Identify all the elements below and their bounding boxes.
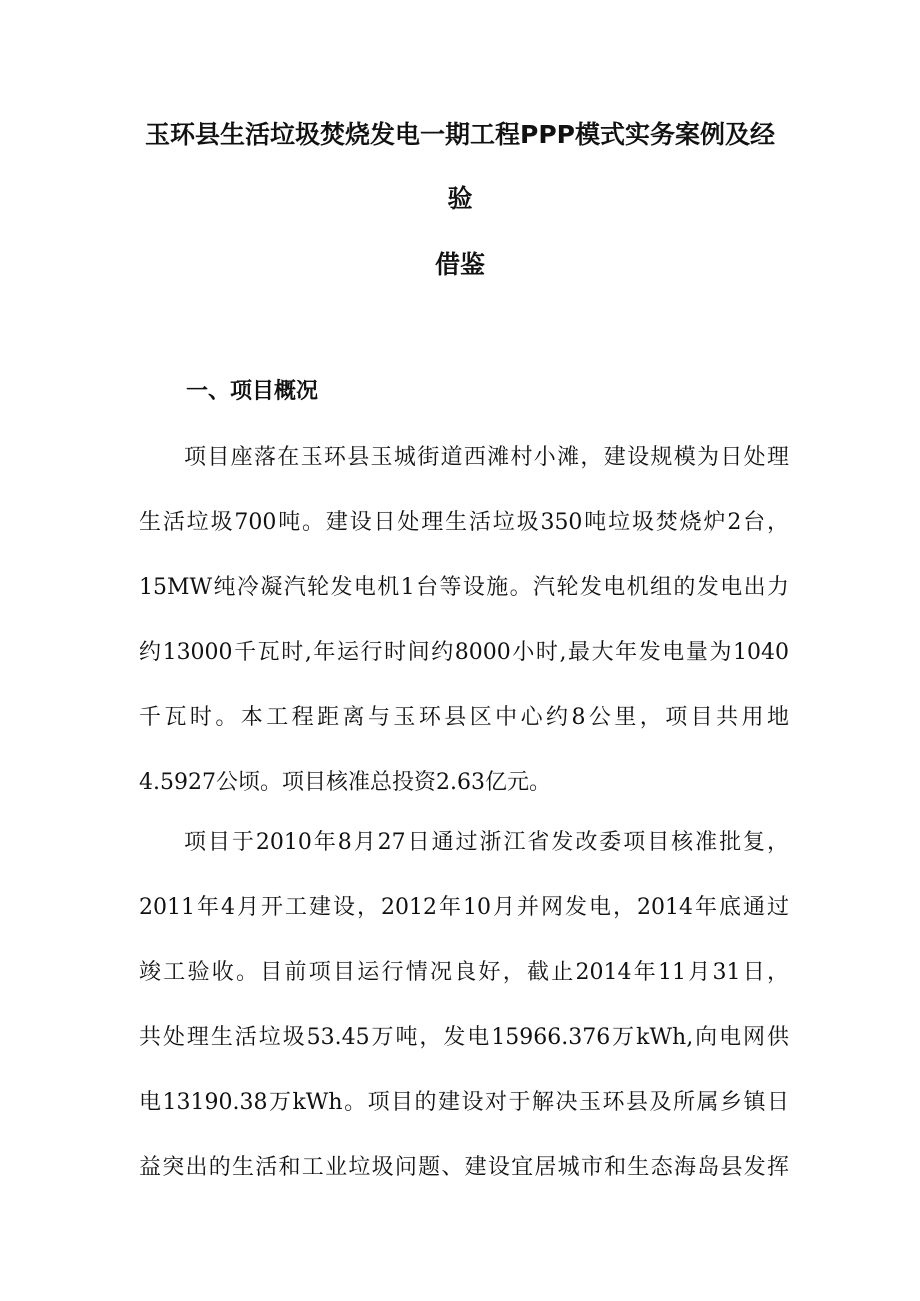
document-title-line-2: 验	[447, 184, 473, 213]
paragraph-line: 生活垃圾700吨。建设日处理生活垃圾350吨垃圾焚烧炉2台，	[139, 510, 789, 535]
paragraph-line: 共处理生活垃圾53.45万吨，发电15966.376万kWh,向电网供	[139, 1025, 789, 1050]
section-heading: 一、项目概况	[186, 379, 319, 404]
paragraph-line: 约13000千瓦时,年运行时间约8000小时,最大年发电量为1040	[139, 640, 789, 665]
paragraph-line: 项目座落在玉环县玉城街道西滩村小滩，建设规模为日处理	[184, 445, 789, 470]
paragraph-line: 项目于2010年8月27日通过浙江省发改委项目核准批复，	[184, 830, 789, 855]
paragraph-line: 益突出的生活和工业垃圾问题、建设宜居城市和生态海岛县发挥	[139, 1155, 789, 1180]
document-title-line-3: 借鉴	[434, 250, 485, 279]
paragraph-line: 竣工验收。目前项目运行情况良好，截止2014年11月31日，	[139, 960, 789, 985]
paragraph-line: 千瓦时。本工程距离与玉环县区中心约8公里，项目共用地	[139, 705, 789, 730]
document-title-line-1: 玉环县生活垃圾焚烧发电一期工程PPP模式实务案例及经	[145, 120, 775, 149]
paragraph-line: 电13190.38万kWh。项目的建设对于解决玉环县及所属乡镇日	[139, 1090, 789, 1115]
paragraph-line: 2011年4月开工建设，2012年10月并网发电，2014年底通过	[139, 895, 789, 920]
paragraph-line: 4.5927公顷。项目核准总投资2.63亿元。	[139, 770, 551, 795]
paragraph-line: 15MW纯冷凝汽轮发电机1台等设施。汽轮发电机组的发电出力	[139, 575, 789, 600]
